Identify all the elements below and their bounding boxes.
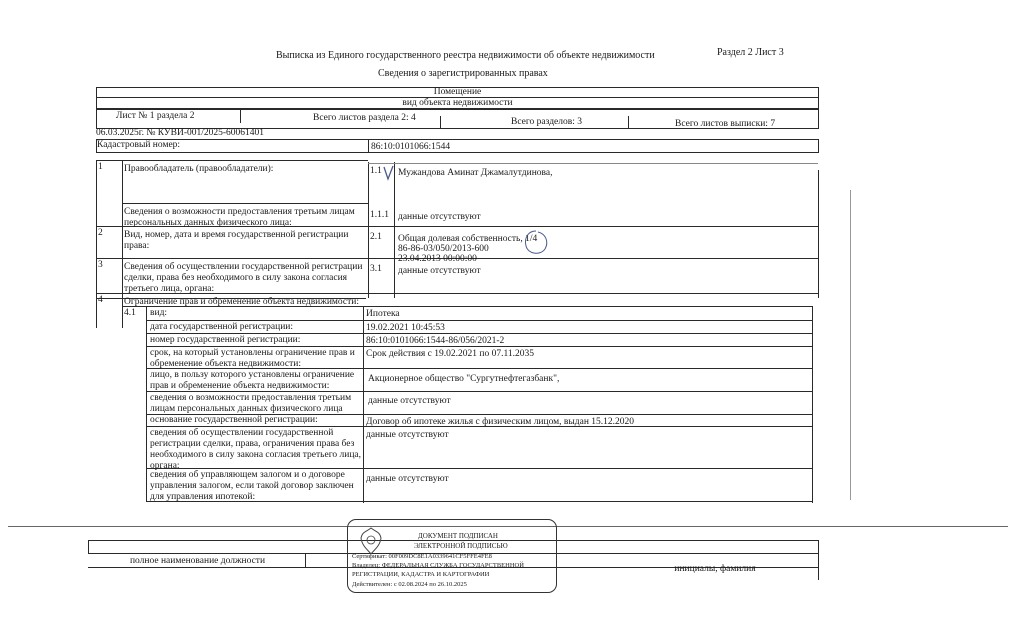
footer-position-label: полное наименование должности (129, 556, 266, 566)
row-3-number: 3 (98, 260, 103, 270)
stamp-certificate: Сертификат: 00F009DC8E1A0339641CF5FFE4FE8 (352, 553, 492, 560)
row-1-number: 1 (98, 162, 103, 172)
enc-basis-value: Договор об ипотеке жилья с физическим лицом, выдан 15.12.2020 (366, 417, 635, 427)
row-1-1-1-code: 1.1.1 (370, 210, 389, 220)
row-3-label: Сведения об осуществлении государственной регистрации сделки, права без необходимого в силу закона согласия третьего лица, органа: (124, 262, 363, 294)
row-1-1-1-label: Сведения о возможности предоставления третьим лицам персональных данных физического лица: (124, 207, 355, 228)
row-1-owner: Мужандова Аминат Джамалутдинова, (398, 168, 553, 178)
checkmark-icon (382, 164, 396, 182)
stamp-validity: Действителен: с 02.08.2024 по 26.10.2025 (352, 581, 467, 588)
section-page: Раздел 2 Лист 3 (717, 47, 784, 58)
cadastral-label: Кадастровый номер: (97, 140, 181, 150)
enc-reg-number-label: номер государственной регистрации: (150, 335, 301, 345)
row-2-number: 2 (98, 228, 103, 238)
enc-consent-value: данные отсутствуют (366, 430, 449, 440)
pen-circle-mark (522, 228, 550, 258)
enc-reg-date-label: дата государственной регистрации: (150, 322, 294, 332)
e-signature-stamp (347, 519, 557, 593)
row-2-value-1: Общая долевая собственность, 1/4 (398, 234, 538, 244)
row-1-code: 1.1 (370, 166, 382, 176)
sections-total: Всего разделов: 3 (511, 117, 583, 127)
enc-basis-label: основание государственной регистрации: (150, 415, 318, 425)
row-2-value-3: 23.04.2013 00:00:00 (398, 254, 477, 264)
sheets-total: Всего листов выписки: 7 (675, 119, 776, 129)
enc-pledge-manager-label: сведения об управляющем залогом и о договоре управления залогом, если такой договор заключен для управления ипотекой: (150, 470, 354, 502)
enc-consent-label: сведения об осуществлении государственной регистрации сделки, права, ограничения права без необходимого в силу закона согласия третьего лица, органа: (150, 428, 362, 471)
object-type-label: вид объекта недвижимости (402, 98, 513, 108)
row-2-label: Вид, номер, дата и время государственной регистрации права: (124, 230, 349, 251)
coat-of-arms-icon (358, 526, 384, 556)
row-1-label: Правообладатель (правообладатели): (124, 164, 274, 174)
enc-type-value: Ипотека (366, 309, 400, 319)
row-2-value-2: 86-86-03/050/2013-600 (398, 244, 489, 254)
document-subtitle: Сведения о зарегистрированных правах (378, 68, 548, 79)
enc-term-value: Срок действия с 19.02.2021 по 07.11.2035 (366, 349, 534, 359)
enc-beneficiary-value: Акционерное общество "Сургутнефтегазбанк", (368, 374, 560, 384)
sheets-in-section: Всего листов раздела 2: 4 (313, 113, 416, 123)
row-4-number: 4 (98, 295, 103, 305)
sheet-number: Лист № 1 раздела 2 (116, 111, 195, 121)
document-reference: 06.03.2025г. № КУВИ-001/2025-60061401 (96, 128, 265, 138)
row-2-code: 2.1 (370, 232, 382, 242)
enc-term-label: срок, на который установлены ограничение прав и обременение объекта недвижимости: (150, 348, 355, 369)
row-1-1-1-value: данные отсутствуют (398, 212, 481, 222)
object-type-value: Помещение (433, 87, 482, 97)
stamp-line-1: ДОКУМЕНТ ПОДПИСАН (418, 532, 498, 540)
stamp-owner: Владелец: ФЕДЕРАЛЬНАЯ СЛУЖБА ГОСУДАРСТВЕННОЙ (352, 562, 524, 569)
enc-third-party-value: данные отсутствуют (368, 396, 451, 406)
enc-reg-date-value: 19.02.2021 10:45:53 (366, 323, 445, 333)
enc-beneficiary-label: лицо, в пользу которого установлены ограничение прав и обременение объекта недвижимости: (150, 370, 355, 391)
row-3-code: 3.1 (370, 264, 382, 274)
stamp-line-2: ЭЛЕКТРОННОЙ ПОДПИСЬЮ (414, 542, 508, 550)
cadastral-number: 86:10:0101066:1544 (371, 142, 451, 152)
document-title: Выписка из Единого государственного реестра недвижимости об объекте недвижимости (276, 50, 655, 61)
enc-type-label: вид: (150, 308, 168, 318)
enc-third-party-label: сведения о возможности предоставления третьим лицам персональных данных физического лица (150, 393, 352, 414)
footer-name-label: инициалы, фамилия (674, 564, 756, 574)
row-3-value: данные отсутствуют (398, 266, 481, 276)
stamp-owner-2: РЕГИСТРАЦИИ, КАДАСТРА И КАРТОГРАФИИ (352, 571, 490, 578)
encumbrance-title: Ограничение прав и обременение объекта недвижимости: (124, 297, 359, 307)
cadastral-row (96, 139, 819, 153)
enc-reg-number-value: 86:10:0101066:1544-86/056/2021-2 (366, 336, 505, 346)
encumbrance-code: 4.1 (124, 308, 136, 318)
enc-pledge-manager-value: данные отсутствуют (366, 474, 449, 484)
